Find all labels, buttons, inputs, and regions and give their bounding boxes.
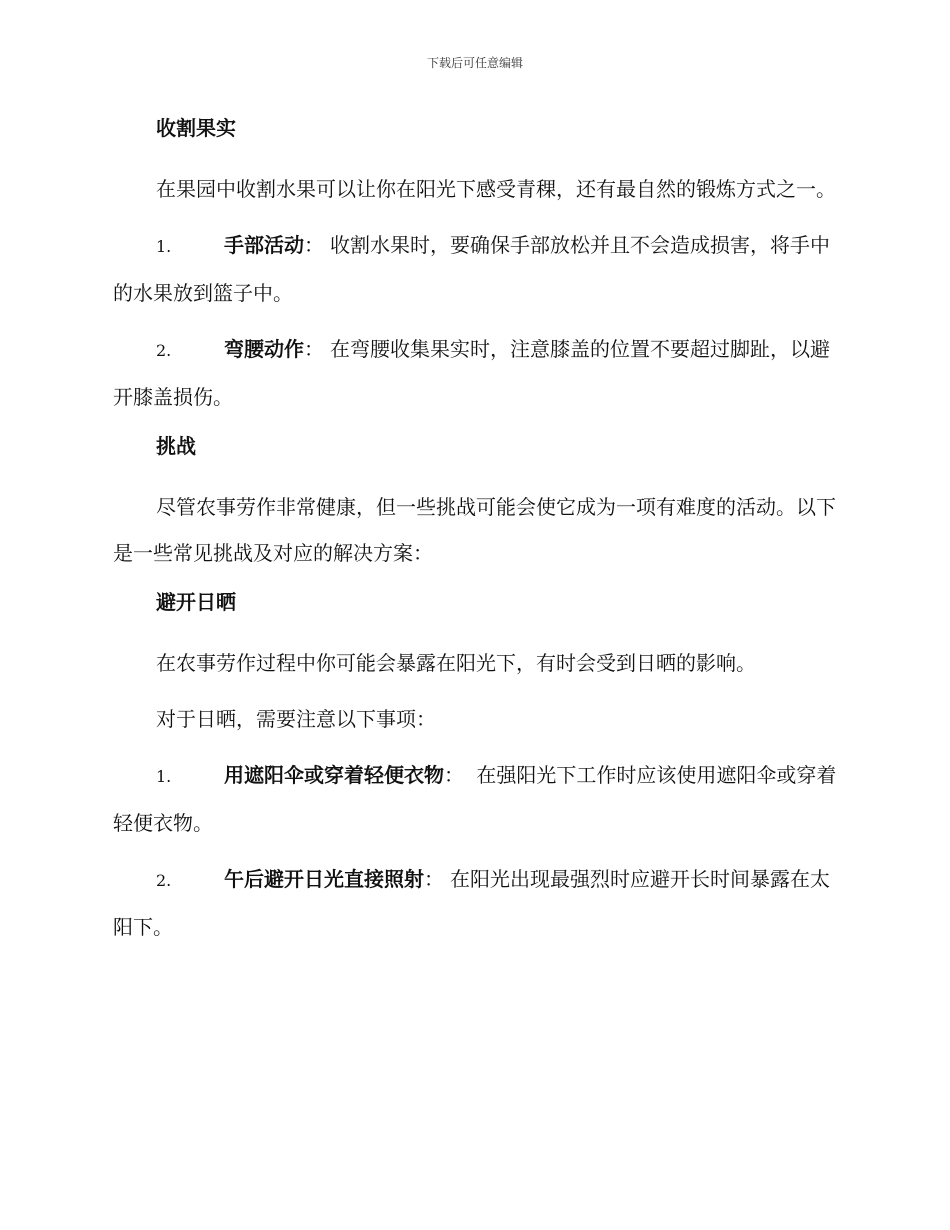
list-item-text: 收割水果时，要确保手部放松并且不会造成损害，将手中的水果放到篮子中。 xyxy=(113,233,830,305)
list-number: 1. xyxy=(156,237,172,256)
sunburn-note: 对于日晒，需要注意以下事项： xyxy=(156,707,436,731)
list-item-colon: ： xyxy=(424,867,444,891)
list-item-label: 弯腰动作 xyxy=(224,337,304,361)
list-item-label: 午后避开日光直接照射 xyxy=(224,867,424,891)
section-title-sunburn: 避开日晒 xyxy=(156,590,236,614)
list-item-colon: ： xyxy=(304,233,324,257)
list-item-text: 在阳光出现最强烈时应避开长时间暴露在太阳下。 xyxy=(113,867,830,939)
list-item xyxy=(113,222,838,316)
sunburn-intro: 在农事劳作过程中你可能会暴露在阳光下，有时会受到日晒的影响。 xyxy=(156,651,756,675)
challenge-intro: 尽管农事劳作非常健康，但一些挑战可能会使它成为一项有难度的活动。以下是一些常见挑战及对应的解决方案： xyxy=(113,495,836,565)
list-item xyxy=(113,752,838,846)
harvest-intro: 在果园中收割水果可以让你在阳光下感受青稞，还有最自然的锻炼方式之一。 xyxy=(156,177,836,201)
list-item xyxy=(113,856,838,950)
list-number: 2. xyxy=(156,341,172,360)
page-header: 下载后可任意编辑 xyxy=(426,56,523,70)
list-item-colon: ： xyxy=(304,337,324,361)
list-item-text: 在弯腰收集果实时，注意膝盖的位置不要超过脚趾，以避开膝盖损伤。 xyxy=(113,337,830,409)
document-body xyxy=(113,112,838,960)
list-item-label: 用遮阳伞或穿着轻便衣物 xyxy=(224,763,444,787)
section-title-challenge: 挑战 xyxy=(156,434,196,458)
list-item-label: 手部活动 xyxy=(224,233,304,257)
section-title-harvest: 收割果实 xyxy=(156,116,236,140)
list-item-text: 在强阳光下工作时应该使用遮阳伞或穿着轻便衣物。 xyxy=(113,763,837,835)
list-number: 1. xyxy=(156,767,172,786)
list-number: 2. xyxy=(156,871,172,890)
list-item-colon: ： xyxy=(444,763,464,787)
list-item xyxy=(113,326,838,420)
